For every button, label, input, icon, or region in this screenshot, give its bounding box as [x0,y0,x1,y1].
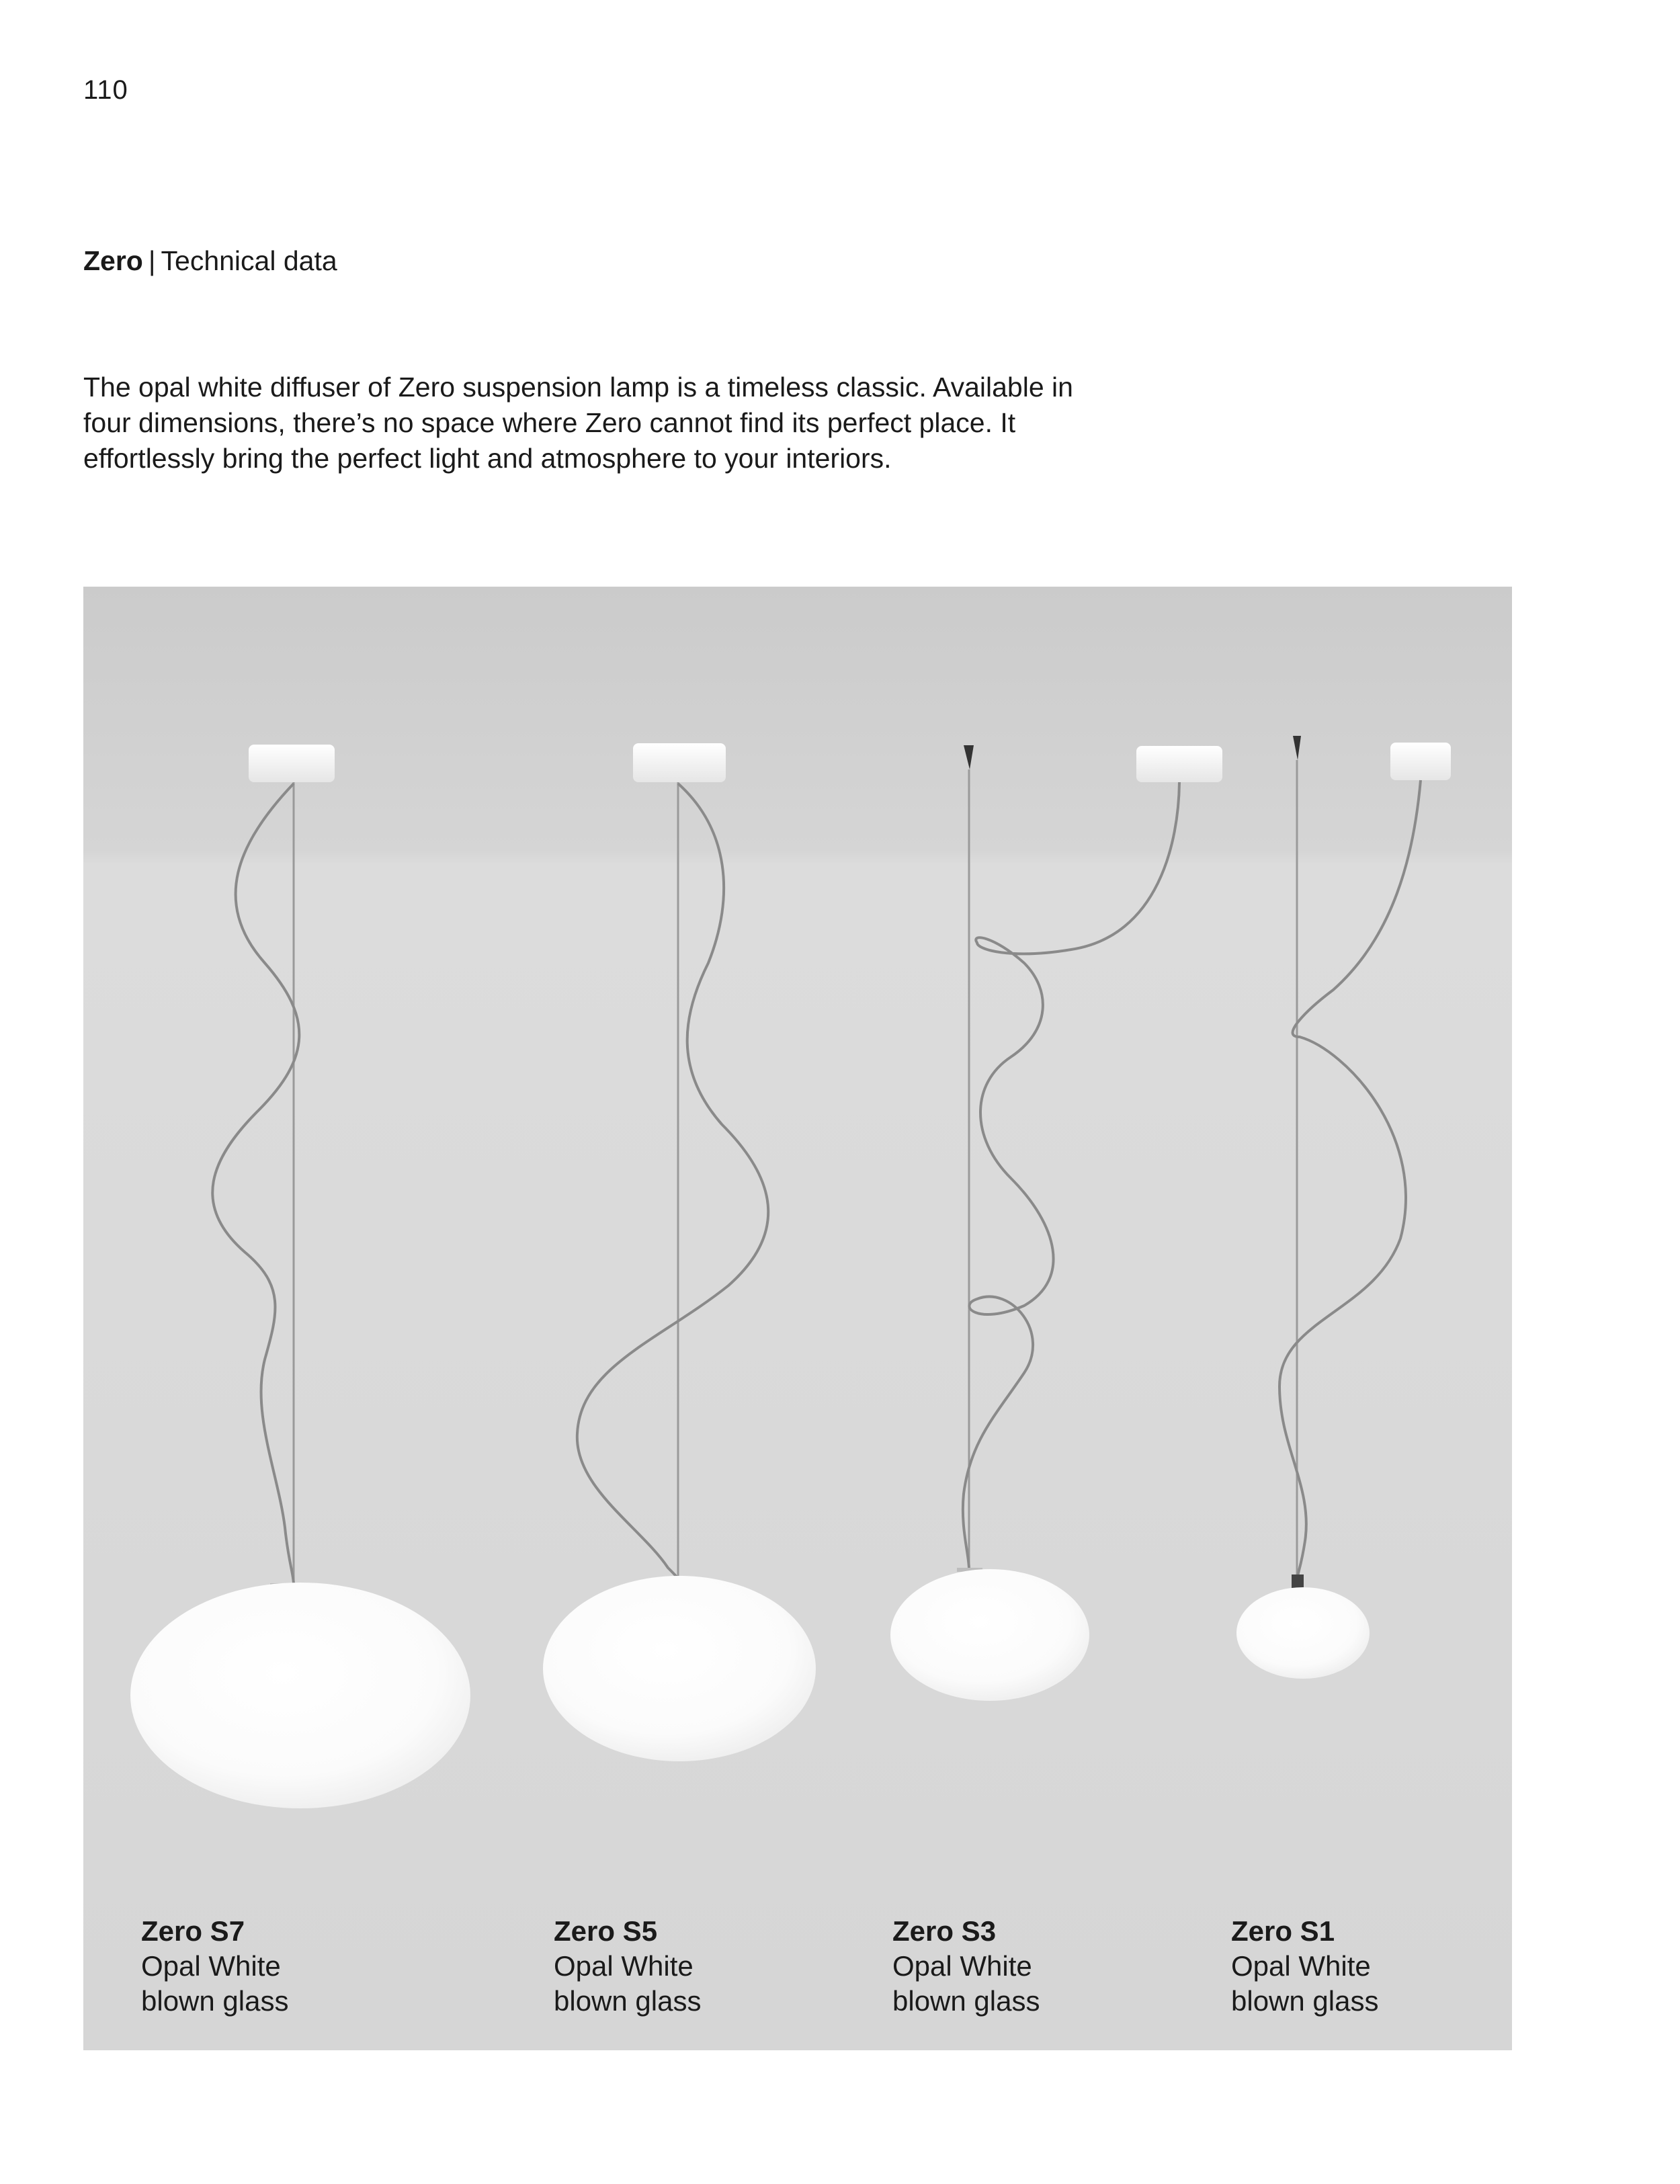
caption-zero-s1 [1231,1914,1378,2019]
caption-material: blown glass [554,1985,702,2017]
caption-zero-s3 [892,1914,1040,2019]
page-number: 110 [83,75,128,105]
caption-model: Zero S3 [892,1915,997,1947]
caption-zero-s7 [141,1914,288,2019]
ceiling-canopy [1136,746,1222,782]
glass-diffuser [130,1583,470,1808]
ceiling-canopy [1390,743,1451,780]
caption-finish: Opal White [892,1950,1032,1982]
caption-zero-s5 [554,1914,701,2019]
caption-finish: Opal White [554,1950,694,1982]
caption-model: Zero S1 [1231,1915,1335,1947]
caption-material: blown glass [892,1985,1040,2017]
glass-diffuser [890,1569,1089,1701]
caption-model: Zero S5 [554,1915,658,1947]
caption-model: Zero S7 [141,1915,245,1947]
caption-finish: Opal White [1231,1950,1371,1982]
intro-paragraph: The opal white diffuser of Zero suspension lamp is a timeless classic. Available in four dimensions, there’s no space where Zero cannot find its perfect place. It effortlessly bring the perfect light and atmosphere to your interiors. [83,372,1073,474]
product-photo [83,587,1512,2050]
product-name: Zero [83,245,143,276]
section-subtitle: Technical data [161,245,337,276]
caption-material: blown glass [141,1985,289,2017]
caption-finish: Opal White [141,1950,281,1982]
caption-material: blown glass [1231,1985,1379,2017]
title-separator: | [148,245,156,276]
glass-diffuser [543,1576,816,1761]
pendant-lamps-illustration [83,587,1512,2050]
glass-diffuser [1236,1587,1370,1679]
section-title [83,243,337,278]
ceiling-canopy [633,743,726,782]
ceiling-canopy [249,745,335,782]
